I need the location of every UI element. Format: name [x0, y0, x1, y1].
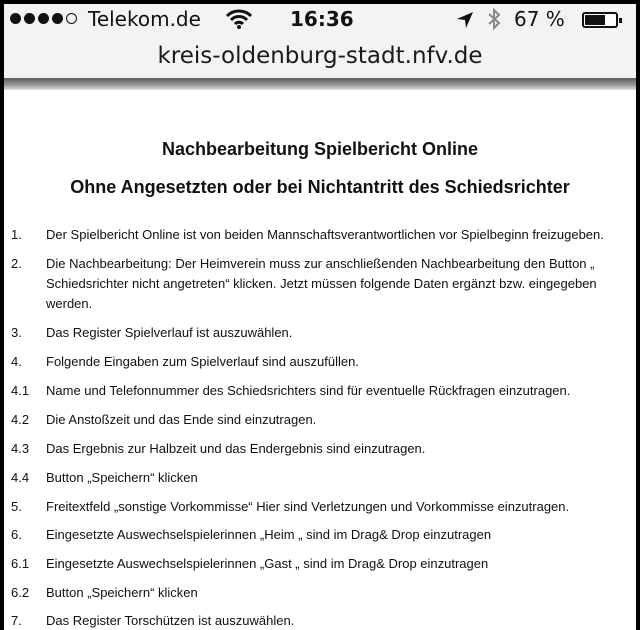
list-item-text: Das Register Torschützen ist auszuwählen. [46, 613, 295, 628]
carrier-name: Telekom.de [88, 7, 201, 31]
status-bar [4, 4, 636, 34]
list-item-text: Folgende Eingaben zum Spielverlauf sind auszufüllen. [46, 354, 359, 369]
clock: 16:36 [290, 7, 354, 31]
toolbar-divider [4, 78, 636, 90]
url-text: kreis-oldenburg-stadt.nfv.de [157, 43, 483, 69]
address-bar[interactable] [4, 38, 636, 78]
list-item-number: 4.2 [11, 412, 30, 427]
list-item-number: 5. [11, 499, 22, 514]
list-item-text: Das Register Spielverlauf ist auszuwählen. [46, 325, 293, 340]
document-subtitle: Ohne Angesetzten oder bei Nichtantritt des Schiedsrichter [70, 177, 570, 197]
list-item-text: Eingesetzte Auswechselspielerinnen „Gast „ sind im Drag& Drop einzutragen [46, 556, 489, 571]
bluetooth-icon [487, 8, 501, 35]
list-item-number: 6.2 [11, 585, 30, 600]
list-item-text: Eingesetzte Auswechselspielerinnen „Heim „ sind im Drag& Drop einzutragen [46, 527, 492, 542]
list-item-text: Das Ergebnis zur Halbzeit und das Endergebnis sind einzutragen. [46, 441, 426, 456]
list-item-text: Button „Speichern“ klicken [46, 585, 198, 600]
list-item-text: Der Spielbericht Online ist von beiden Mannschaftsverantwortlichen vor Spielbeginn freizugeben. [46, 227, 604, 242]
list-item-text: Die Nachbearbeitung: Der Heimverein muss zur anschließenden Nachbearbeitung den Button „ Schiedsrichter nicht angetreten“ klicken. Jetzt müssen folgende Daten ergänzt bzw. eingegeben werden. [46, 256, 597, 311]
list-item-number: 4.4 [11, 470, 30, 485]
wifi-icon [226, 9, 252, 34]
screen [4, 4, 636, 630]
document-page [4, 90, 636, 630]
list-item-number: 7. [11, 613, 22, 628]
battery-icon [582, 12, 618, 28]
list-item-text: Die Anstoßzeit und das Ende sind einzutragen. [46, 412, 317, 427]
list-item-number: 1. [11, 227, 22, 242]
list-item-text: Name und Telefonnummer des Schiedsrichters sind für eventuelle Rückfragen einzutragen. [46, 383, 571, 398]
list-item-number: 4.3 [11, 441, 30, 456]
list-item-number: 4. [11, 354, 22, 369]
list-item-number: 2. [11, 256, 22, 271]
list-item-number: 6. [11, 527, 22, 542]
list-item-number: 6.1 [11, 556, 30, 571]
list-item-text: Button „Speichern“ klicken [46, 470, 198, 485]
signal-dots-icon [10, 13, 77, 24]
list-item-number: 4.1 [11, 383, 30, 398]
location-arrow-icon [456, 10, 474, 34]
battery-percent: 67 % [514, 7, 565, 31]
list-item-text: Freitextfeld „sonstige Vorkommisse“ Hier sind Verletzungen und Vorkommisse einzutragen. [46, 499, 570, 514]
list-item-number: 3. [11, 325, 22, 340]
document-title: Nachbearbeitung Spielbericht Online [161, 139, 479, 159]
